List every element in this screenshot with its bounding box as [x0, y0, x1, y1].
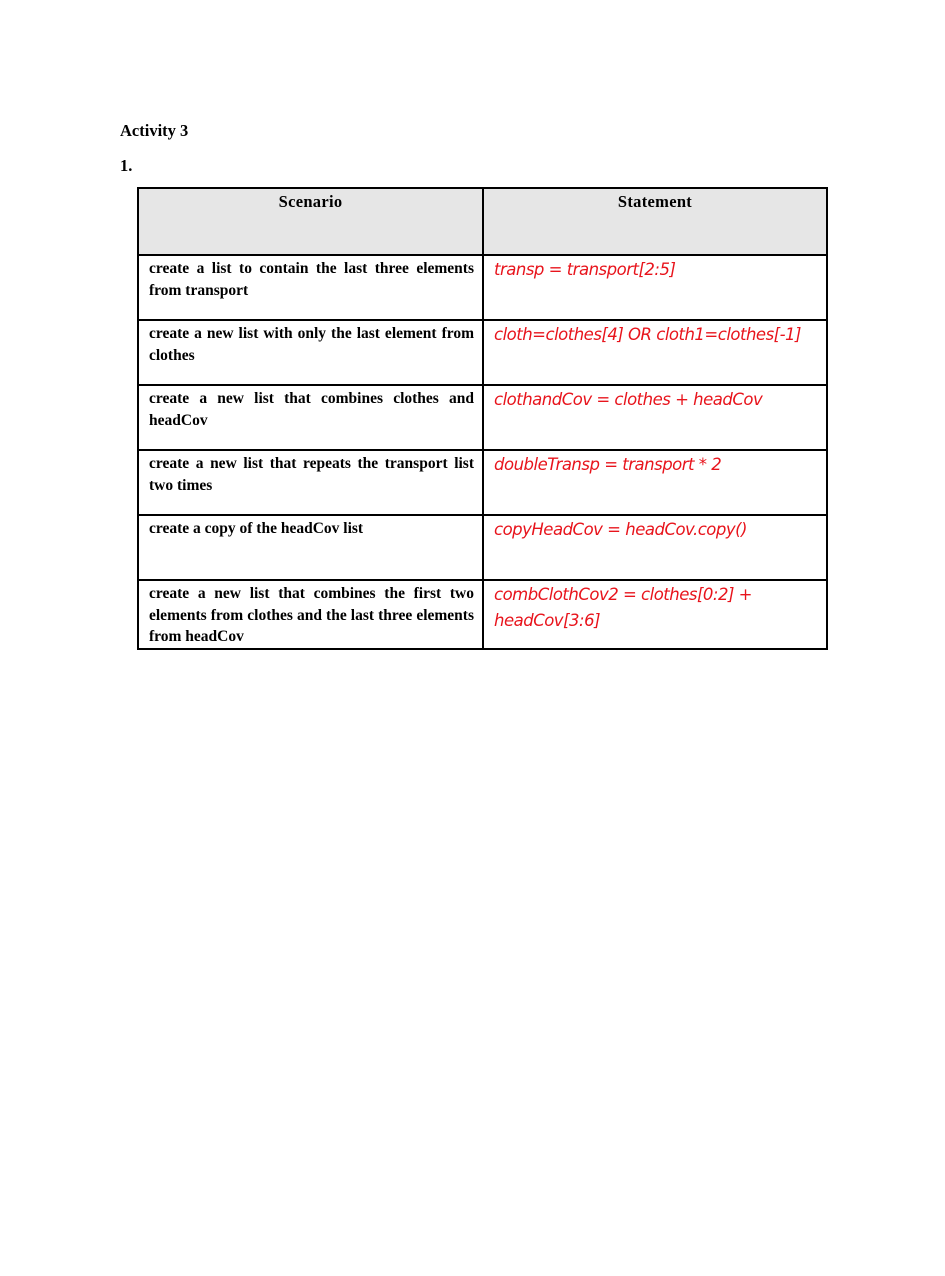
- statement-cell: clothandCov = clothes + headCov: [483, 385, 827, 450]
- scenario-column-header: Scenario: [138, 188, 483, 255]
- statement-cell: combClothCov2 = clothes[0:2] + headCov[3:6]: [483, 580, 827, 649]
- table-row: [138, 385, 827, 450]
- table-row: [138, 320, 827, 385]
- statement-cell: copyHeadCov = headCov.copy(): [483, 515, 827, 580]
- activity-table: [137, 187, 828, 650]
- scenario-cell: create a new list that combines the first two elements from clothes and the last three elements from headCov: [138, 580, 483, 649]
- table-row: [138, 255, 827, 320]
- table-row: [138, 580, 827, 649]
- scenario-cell: create a list to contain the last three elements from transport: [138, 255, 483, 320]
- table-row: [138, 450, 827, 515]
- statement-column-header: Statement: [483, 188, 827, 255]
- table-header-row: [138, 188, 827, 255]
- scenario-cell: create a new list that combines clothes and headCov: [138, 385, 483, 450]
- table-row: [138, 515, 827, 580]
- activity-heading: Activity 3: [120, 121, 189, 140]
- statement-cell: transp = transport[2:5]: [483, 255, 827, 320]
- scenario-cell: create a copy of the headCov list: [138, 515, 483, 580]
- scenario-cell: create a new list that repeats the transport list two times: [138, 450, 483, 515]
- scenario-cell: create a new list with only the last element from clothes: [138, 320, 483, 385]
- question-number: 1.: [120, 156, 133, 175]
- statement-cell: cloth=clothes[4] OR cloth1=clothes[-1]: [483, 320, 827, 385]
- statement-cell: doubleTransp = transport * 2: [483, 450, 827, 515]
